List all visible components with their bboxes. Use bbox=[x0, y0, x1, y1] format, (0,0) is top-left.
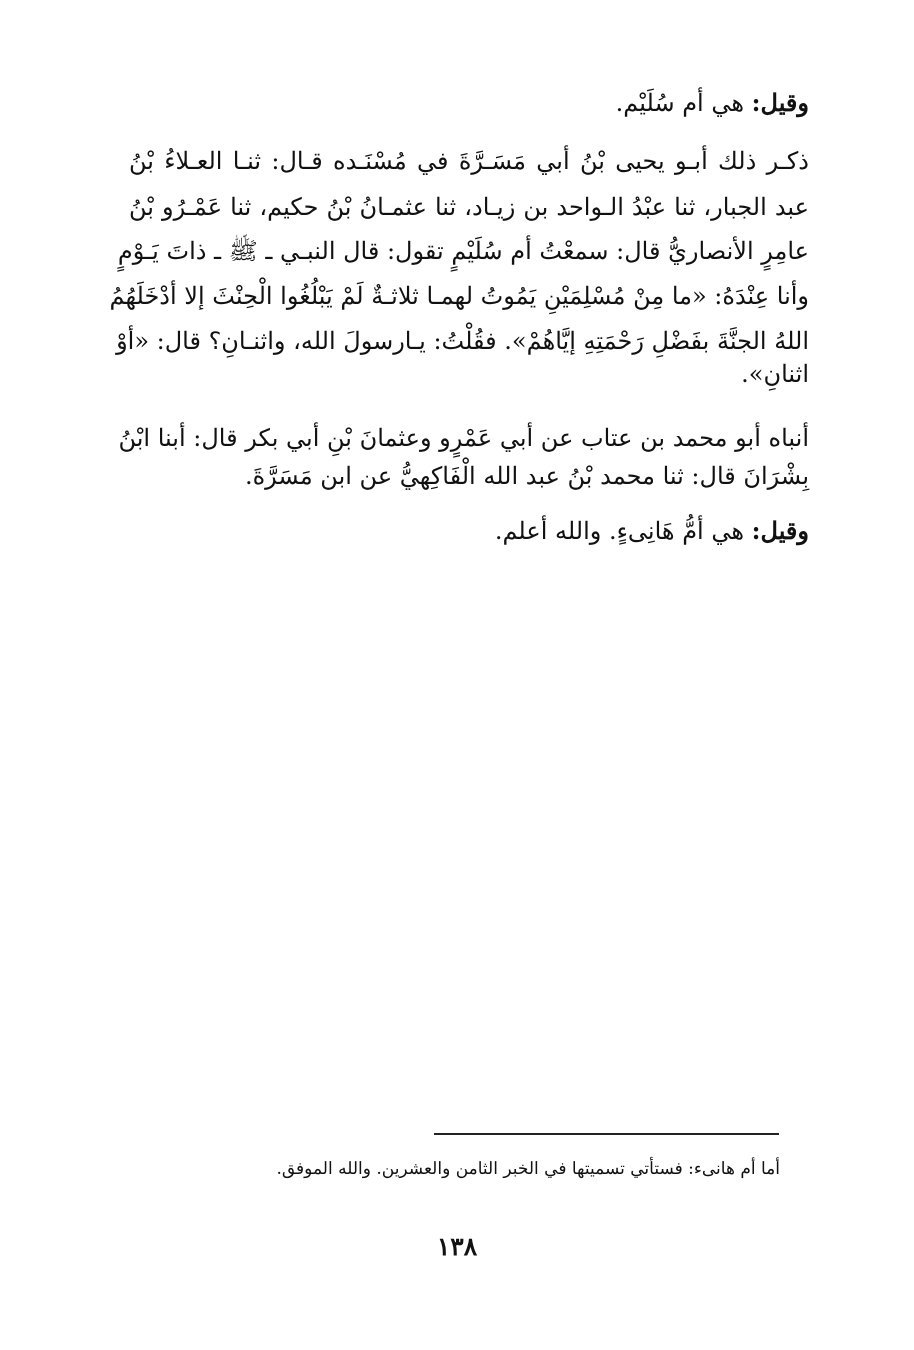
paragraph-4-text: هي أمُّ هَانِىءٍ. والله أعلم. bbox=[494, 517, 745, 545]
footnote-divider bbox=[434, 1133, 779, 1135]
paragraph-2-line-6: اثنانِ». bbox=[741, 360, 809, 388]
paragraph-1-text: هي أم سُلَيْم. bbox=[615, 89, 745, 117]
footnote: أما أم هانىء: فستأتي تسميتها في الخبر الثامن والعشرين. والله الموفق. bbox=[276, 1159, 780, 1179]
paragraph-2-line-5: اللهُ الجنَّةَ بفَضْلِ رَحْمَتِهِ إيَّاهُمْ». فقُلْتُ: يـارسولَ الله، واثنـانِ؟ قال: «أوْ bbox=[116, 327, 809, 355]
paragraph-3-line-1: أنباه أبو محمد بن عتاب عن أبي عَمْرٍو وعثمانَ بْنِ أبي بكر قال: أبنا ابْنُ bbox=[118, 424, 809, 452]
paragraph-2-line-1: ذكـر ذلك أبـو يحيى بْنُ أبي مَسَـرَّةَ في مُسْنَـده قـال: ثنـا العـلاءُ بْنُ bbox=[129, 147, 809, 175]
paragraph-4 bbox=[129, 514, 809, 548]
paragraph-1-label: وقيل: bbox=[751, 88, 809, 117]
page-number: ١٣٨ bbox=[436, 1232, 478, 1261]
paragraph-4-label: وقيل: bbox=[751, 516, 809, 545]
paragraph-2-line-3: عامِرٍ الأنصاريُّ قال: سمعْتُ أم سُلَيْمٍ تقول: قال النبـي ـ ﷺ ـ ذاتَ يَـوْمٍ bbox=[117, 237, 809, 265]
paragraph-3-line-2: بِشْرَانَ قال: ثنا محمد بْنُ عبد الله الْفَاكِهيُّ عن ابن مَسَرَّةَ. bbox=[244, 462, 809, 490]
paragraph-2-line-2: عبد الجبار، ثنا عبْدُ الـواحد بن زيـاد، ثنا عثمـانُ بْنُ حكيم، ثنا عَمْـرُو بْنُ bbox=[129, 193, 809, 221]
paragraph-1 bbox=[129, 86, 809, 120]
paragraph-2-line-4: وأنا عِنْدَهُ: «ما مِنْ مُسْلِمَيْنِ يَمُوتُ لهمـا ثلاثـةٌ لَمْ يَبْلُغُوا الْحِنْثَ إلا أدْخَلَهُمُ bbox=[109, 282, 809, 310]
